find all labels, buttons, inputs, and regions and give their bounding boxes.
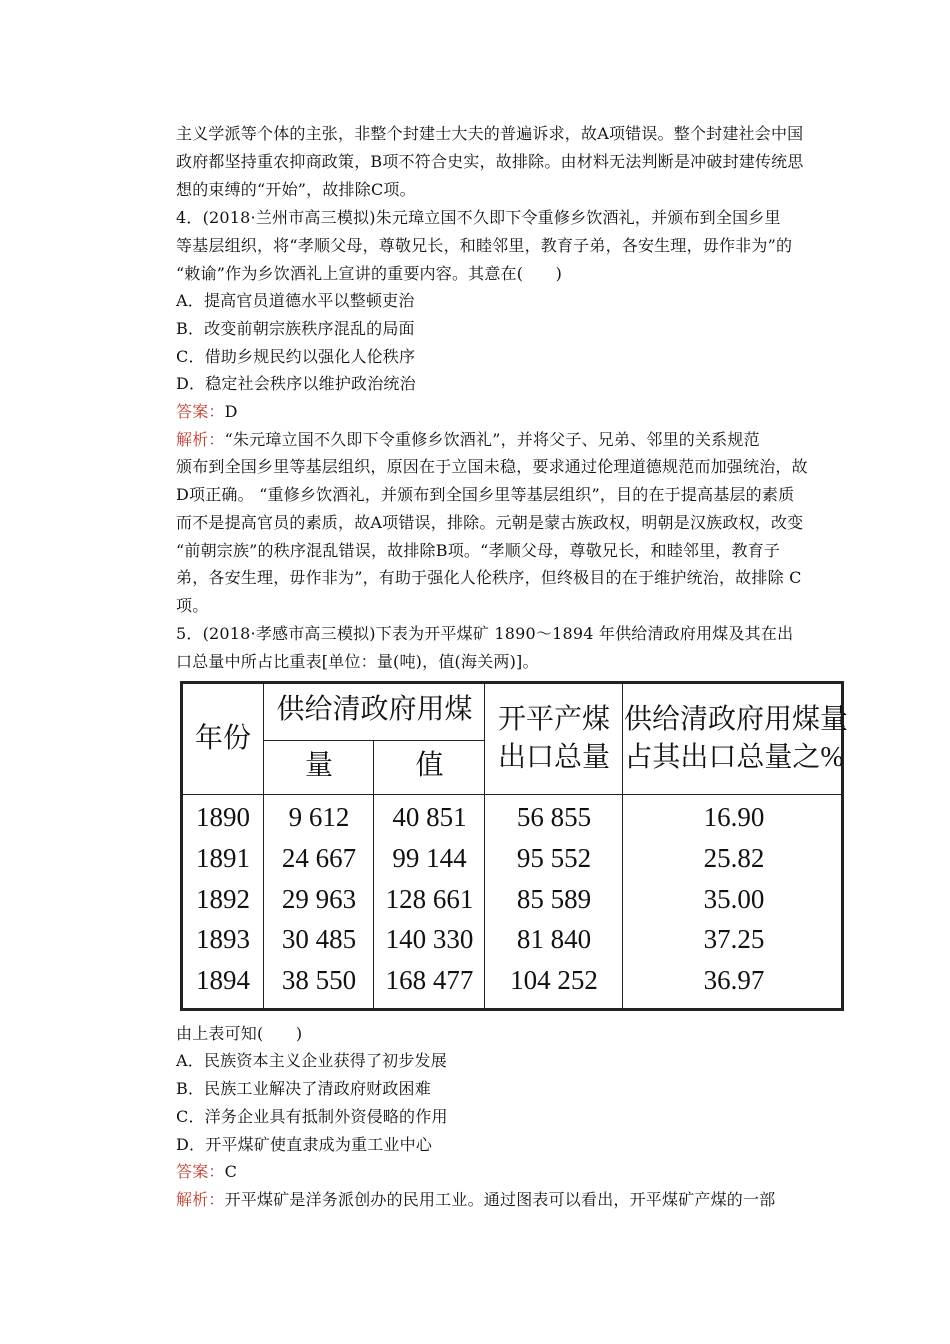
- table-cell-percent: 37.25: [703, 924, 765, 955]
- q4-answer-value: D: [224, 402, 238, 421]
- column-export: [486, 797, 622, 1001]
- q5-option-a: A．民族资本主义企业获得了初步发展: [176, 1051, 447, 1070]
- table-divider: [183, 794, 841, 795]
- q5-option-b: B．民族工业解决了清政府财政困难: [176, 1079, 431, 1098]
- table-cell-export: 81 840: [516, 924, 592, 955]
- q4-option-d: D．稳定社会秩序以维护政治统治: [176, 374, 416, 393]
- table-cell-year: 1892: [196, 883, 250, 914]
- table-divider: [622, 684, 623, 1008]
- table-cell-year: 1890: [196, 802, 250, 832]
- column-year: [183, 797, 263, 1001]
- q4-stem-line-2: 等基层组织，将“孝顺父母，尊敬兄长，和睦邻里，教育子弟，各安生理，毋作非为”的: [176, 236, 793, 255]
- coal-supply-table: [180, 681, 849, 1011]
- q5-stem-line-1: 5．(2018·孝感市高三模拟)下表为开平煤矿 1890～1894 年供给清政府用煤及其在出: [176, 624, 794, 643]
- intro-line-3: 想的束缚的“开始”，故排除C项。: [176, 180, 416, 199]
- table-cell-export: 56 855: [516, 802, 592, 832]
- table-cell-value: 99 144: [392, 842, 467, 873]
- q4-option-c: C．借助乡规民约以强化人伦秩序: [176, 347, 416, 366]
- q4-answer-label: 答案：: [176, 402, 225, 421]
- q4-analysis-line-3: D项正确。 “重修乡饮酒礼，并颁布到全国乡里等基层组织”，目的在于提高基层的素质: [176, 485, 795, 504]
- table-cell-quantity: 9 612: [288, 802, 350, 832]
- table-cell-value: 140 330: [385, 924, 474, 955]
- column-value: [375, 797, 484, 1001]
- table-cell-quantity: 30 485: [281, 924, 357, 955]
- table-divider: [263, 740, 484, 741]
- q5-followup: 由上表可知( ): [176, 1024, 303, 1043]
- header-export-line-2: 出口总量: [497, 742, 610, 773]
- table-cell-percent: 36.97: [703, 965, 765, 996]
- header-percent-line-1: 供给清政府用煤量: [624, 704, 849, 735]
- header-value: 值: [415, 750, 444, 781]
- q4-analysis-line-1: [176, 430, 760, 450]
- header-percent-line-2: 占其出口总量之%: [624, 742, 844, 773]
- table-cell-percent: 35.00: [703, 883, 765, 914]
- column-percent: [624, 797, 844, 1001]
- table-cell-export: 104 252: [510, 965, 598, 996]
- header-quantity: 量: [304, 750, 333, 781]
- intro-line-1: 主义学派等个体的主张，非整个封建士大夫的普遍诉求，故A项错误。整个封建社会中国: [176, 124, 804, 143]
- table-divider: [263, 684, 264, 1008]
- q5-option-d: D．开平煤矿使直隶成为重工业中心: [176, 1135, 433, 1154]
- table-cell-value: 168 477: [385, 965, 474, 996]
- table-cell-year: 1894: [196, 965, 250, 996]
- q4-analysis-line-2: 颁布到全国乡里等基层组织，原因在于立国未稳，要求通过伦理道德规范而加强统治，故: [176, 457, 808, 476]
- header-supply: 供给清政府用煤: [276, 694, 473, 725]
- table-cell-export: 95 552: [516, 842, 592, 873]
- table-cell-percent: 25.82: [703, 842, 765, 873]
- table-cell-year: 1891: [196, 842, 250, 873]
- q5-option-c: C．洋务企业具有抵制外资侵略的作用: [176, 1107, 448, 1126]
- q5-stem-line-2: 口总量中所占比重表[单位：量(吨)，值(海关两)]。: [176, 652, 539, 671]
- table-divider: [373, 740, 374, 1008]
- q4-answer: [176, 402, 238, 422]
- q5-analysis-first: 开平煤矿是洋务派创办的民用工业。通过图表可以看出，开平煤矿产煤的一部: [224, 1190, 776, 1209]
- table-cell-value: 40 851: [392, 802, 467, 832]
- q4-stem-line-1: 4．(2018·兰州市高三模拟)朱元璋立国不久即下令重修乡饮酒礼，并颁布到全国乡里: [176, 208, 781, 227]
- q4-analysis-line-5: “前朝宗族”的秩序混乱错误，故排除B项。“孝顺父母，尊敬兄长，和睦邻里，教育子: [176, 541, 781, 560]
- q4-option-a: A．提高官员道德水平以整顿吏治: [176, 291, 415, 310]
- q5-answer-label: 答案：: [176, 1162, 225, 1181]
- q4-analysis-line-7: 项。: [176, 596, 209, 615]
- q4-analysis-label: 解析：: [176, 430, 225, 449]
- q4-analysis-line-6: 弟，各安生理，毋作非为”，有助于强化人伦秩序，但终极目的在于维护统治，故排除 C: [176, 568, 802, 587]
- table-divider: [484, 684, 485, 1008]
- intro-line-2: 政府都坚持重农抑商政策，B项不符合史实，故排除。由材料无法判断是冲破封建传统思: [176, 152, 804, 171]
- q4-option-b: B．改变前朝宗族秩序混乱的局面: [176, 319, 415, 338]
- q4-analysis-first: “朱元璋立国不久即下令重修乡饮酒礼”，并将父子、兄弟、邻里的关系规范: [224, 430, 760, 449]
- table-cell-export: 85 589: [516, 883, 592, 914]
- table-cell-quantity: 38 550: [281, 965, 357, 996]
- table-cell-percent: 16.90: [703, 802, 765, 832]
- q4-analysis-line-4: 而不是提高官员的素质，故A项错误，排除。元朝是蒙古族政权，明朝是汉族政权，改变: [176, 513, 804, 532]
- header-export-line-1: 开平产煤: [497, 704, 610, 735]
- column-quantity: [265, 797, 373, 1001]
- table-cell-quantity: 29 963: [281, 883, 357, 914]
- q5-answer-value: C: [224, 1162, 238, 1181]
- q5-answer: [176, 1162, 237, 1182]
- header-year: 年份: [194, 723, 251, 754]
- q5-analysis-label: 解析：: [176, 1190, 225, 1209]
- table-cell-value: 128 661: [385, 883, 474, 914]
- q4-stem-line-3: “敕谕”作为乡饮酒礼上宣讲的重要内容。其意在( ): [176, 264, 563, 283]
- q5-analysis-line-1: [176, 1190, 775, 1210]
- table-cell-quantity: 24 667: [281, 842, 357, 873]
- table-cell-year: 1893: [196, 924, 250, 955]
